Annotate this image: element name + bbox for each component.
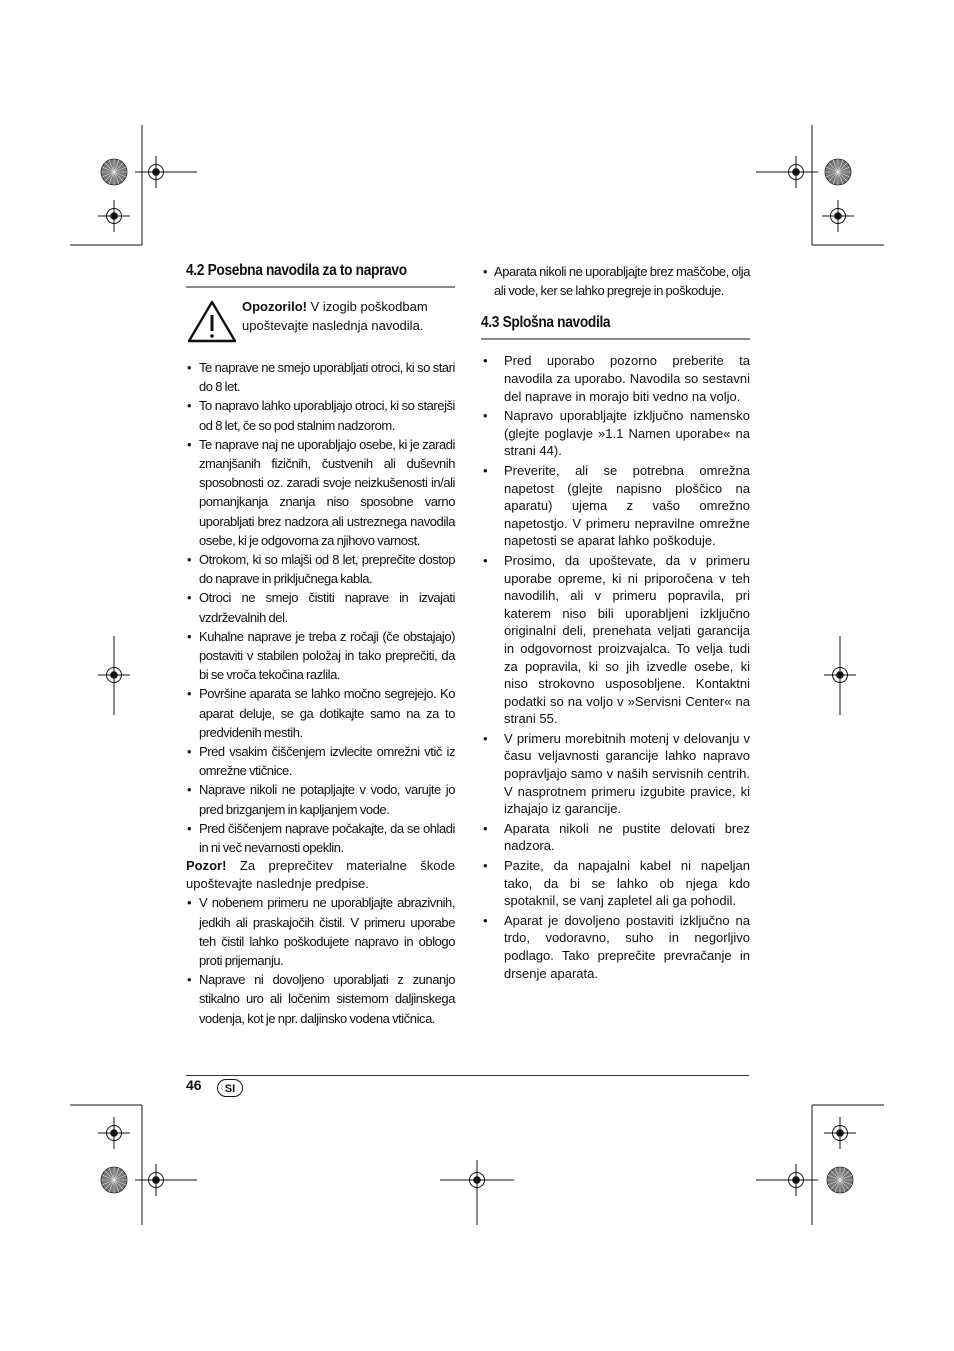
heading-rule xyxy=(481,338,750,340)
list-item: • Aparat je dovoljeno postaviti izključno na trdo, vodoravno, suho in negorljivo podlago. Tako preprečite prevračanje in drsenje aparata. xyxy=(481,912,750,982)
warning-triangle-icon xyxy=(186,298,238,344)
heading-rule xyxy=(186,286,455,288)
section-4-3 xyxy=(481,262,750,984)
list-item: • Naprave ni dovoljeno uporabljati z zunanjo stikalno uro ali ločenim sistemom daljinskega vodenja, kot je npr. daljinsko vodena vtičnica. xyxy=(186,970,455,1028)
list-item: • Pazite, da napajalni kabel ni napeljan tako, da bi se lahko ob njega kdo spotaknil, se vanj zapletel ali ga pohodil. xyxy=(481,857,750,910)
list-item: • Aparata nikoli ne pustite delovati brez nadzora. xyxy=(481,820,750,855)
warning-block xyxy=(186,298,455,344)
list-item: • Površine aparata se lahko močno segrejejo. Ko aparat deluje, se ga dotikajte samo na za to predvidenih mestih. xyxy=(186,684,455,742)
section-heading: 4.3 Splošna navodila xyxy=(481,314,611,332)
warning-label: Opozorilo! xyxy=(242,299,307,314)
page-number: 46 xyxy=(186,1077,202,1093)
general-bullet-list xyxy=(481,352,750,982)
pozor-label: Pozor! xyxy=(186,858,227,874)
continued-bullet-list xyxy=(481,262,750,300)
safety-bullet-list xyxy=(186,358,455,857)
list-item: • Pred uporabo pozorno preberite ta navodila za uporabo. Navodila so sestavni del naprave in morajo biti vedno na voljo. xyxy=(481,352,750,405)
warning-text xyxy=(242,298,455,335)
list-item: • Aparata nikoli ne uporabljajte brez maščobe, olja ali vode, ker se lahko pregreje in poškoduje. xyxy=(481,262,750,300)
language-badge: SI xyxy=(217,1079,243,1097)
list-item: • Napravo uporabljajte izključno namensko (glejte poglavje »1.1 Namen uporabe« na strani 44). xyxy=(481,407,750,460)
section-heading: 4.2 Posebna navodila za to napravo xyxy=(186,262,407,279)
list-item: • Kuhalne naprave je treba z ročaji (če obstajajo) postaviti v stabilen položaj in tako preprečiti, da bi se vroča tekočina razlila. xyxy=(186,627,455,685)
color-bar-star-mark xyxy=(101,159,127,185)
list-item: • Prosimo, da upoštevate, da v primeru uporabe opreme, ki ni priporočena v teh navodilih, ali v primeru popravila, pri katerem niso bili uporabljeni izključno originalni deli, prenehata veljati garancija in odgovornost proizvajalca. To velja tudi za popravila, ki so jih izvedle osebe, ki niso strokovno usposobljene. Kontaktni podatki so na voljo v »Servisni Center« na strani 55. xyxy=(481,552,750,728)
list-item: • V nobenem primeru ne uporabljajte abrazivnih, jedkih ali praskajočih čistil. V primeru uporabe teh čistil lahko poškodujete napravo in oblogo proti prijemanju. xyxy=(186,893,455,970)
pozor-bullet-list xyxy=(186,893,455,1027)
list-item: • Otroci ne smejo čistiti naprave in izvajati vzdrževalnih del. xyxy=(186,588,455,626)
list-item: • Pred čiščenjem naprave počakajte, da se ohladi in ni več nevarnosti opeklin. xyxy=(186,819,455,857)
list-item: • Otrokom, ki so mlajši od 8 let, preprečite dostop do naprave in priključnega kabla. xyxy=(186,550,455,588)
list-item: • Naprave nikoli ne potapljajte v vodo, varujte jo pred brizganjem in kapljanjem vode. xyxy=(186,780,455,818)
list-item: • Pred vsakim čiščenjem izvlecite omrežni vtič iz omrežne vtičnice. xyxy=(186,742,455,780)
list-item: • Te naprave ne smejo uporabljati otroci, ki so stari do 8 let. xyxy=(186,358,455,396)
warning-body: V izogib poškodbam upoštevajte naslednja navodila. xyxy=(242,299,428,333)
section-4-2 xyxy=(186,262,455,1028)
footer-rule xyxy=(186,1075,749,1076)
list-item: • To napravo lahko uporabljajo otroci, ki so starejši od 8 let, če so pod stalnim nadzorom. xyxy=(186,396,455,434)
list-item: • Preverite, ali se potrebna omrežna napetost (glejte napisno ploščico na aparatu) ujema z vašo omrežno napetostjo. V primeru nepravilne omrežne napetosti se aparat lahko poškoduje. xyxy=(481,462,750,550)
pozor-body: Za preprečitev materialne škode upoštevajte naslednje predpise. xyxy=(186,858,455,891)
list-item: • V primeru morebitnih motenj v delovanju v času veljavnosti garancije lahko napravo popravljajo samo v naših servisnih centrih. V nasprotnem primeru izgubite pravice, ki izhajajo iz garancije. xyxy=(481,730,750,818)
list-item: • Te naprave naj ne uporabljajo osebe, ki je zaradi zmanjšanih fizičnih, čustvenih ali duševnih sposobnosti oz. zaradi svoje neizkušenosti in/ali pomanjkanja znanja niso sposobne varno uporabljati brez nadzora ali ustreznega navodila osebe, ki je odgovorna za njihovo varnost. xyxy=(186,435,455,550)
pozor-paragraph xyxy=(186,857,455,892)
